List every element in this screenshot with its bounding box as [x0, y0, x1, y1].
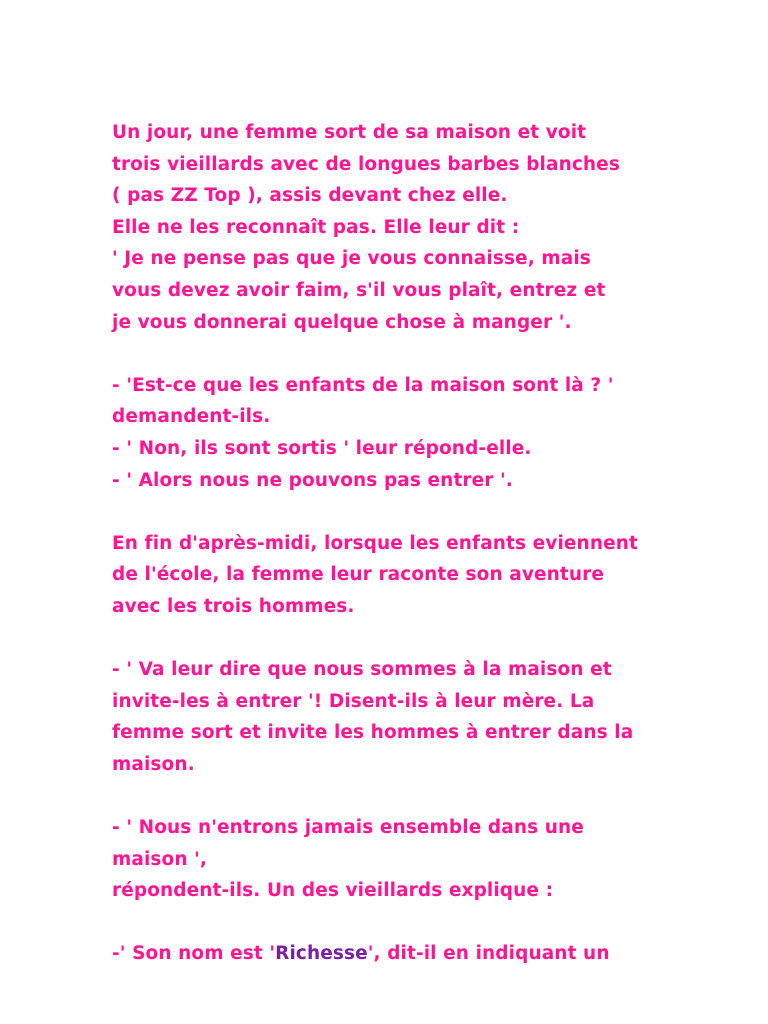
text-line: ( pas ZZ Top ), assis devant chez elle.	[112, 185, 508, 207]
highlighted-word: Richesse	[275, 943, 368, 965]
text-line: répondent-ils. Un des vieillards explique :	[112, 880, 554, 902]
text-line: - 'Est-ce que les enfants de la maison sont là ? '	[112, 374, 614, 396]
paragraph-spacer	[112, 780, 692, 812]
last-text-line	[112, 938, 692, 970]
text-line: avec les trois hommes.	[112, 595, 355, 617]
text-line: - ' Nous n'entrons jamais ensemble dans une	[112, 817, 584, 839]
text-line: demandent-ils.	[112, 406, 271, 428]
paragraph-spacer	[112, 907, 692, 939]
paragraph-2	[112, 370, 692, 496]
text-line: invite-les à entrer '! Disent-ils à leur mère. La	[112, 690, 595, 712]
paragraph-3	[112, 528, 692, 623]
text-line: de l'école, la femme leur raconte son aventure	[112, 564, 605, 586]
text-line: En fin d'après-midi, lorsque les enfants eviennent	[112, 532, 638, 554]
paragraph-spacer	[112, 623, 692, 655]
text-line: je vous donnerai quelque chose à manger '.	[112, 311, 572, 333]
text-line: vous devez avoir faim, s'il vous plaît, entrez et	[112, 279, 606, 301]
text-line: ' Je ne pense pas que je vous connaisse, mais	[112, 248, 591, 270]
text-line: Un jour, une femme sort de sa maison et voit	[112, 122, 587, 143]
text-line: trois vieillards avec de longues barbes blanches	[112, 153, 620, 175]
paragraph-spacer	[112, 496, 692, 528]
paragraph-1	[112, 117, 692, 338]
paragraph-5	[112, 812, 692, 907]
text-line: maison ',	[112, 848, 208, 870]
text-line: Elle ne les reconnaît pas. Elle leur dit :	[112, 216, 520, 238]
document-body	[112, 117, 692, 970]
text-line: - ' Alors nous ne pouvons pas entrer '.	[112, 469, 513, 491]
text-line: femme sort et invite les hommes à entrer dans la	[112, 722, 634, 744]
last-line-end: ', dit-il en indiquant un	[367, 943, 610, 965]
last-line-start: -' Son nom est '	[112, 943, 276, 965]
paragraph-4	[112, 654, 692, 780]
text-line: maison.	[112, 753, 195, 775]
paragraph-spacer	[112, 338, 692, 370]
text-line: - ' Non, ils sont sortis ' leur répond-elle.	[112, 437, 532, 459]
text-line: - ' Va leur dire que nous sommes à la maison et	[112, 659, 612, 681]
